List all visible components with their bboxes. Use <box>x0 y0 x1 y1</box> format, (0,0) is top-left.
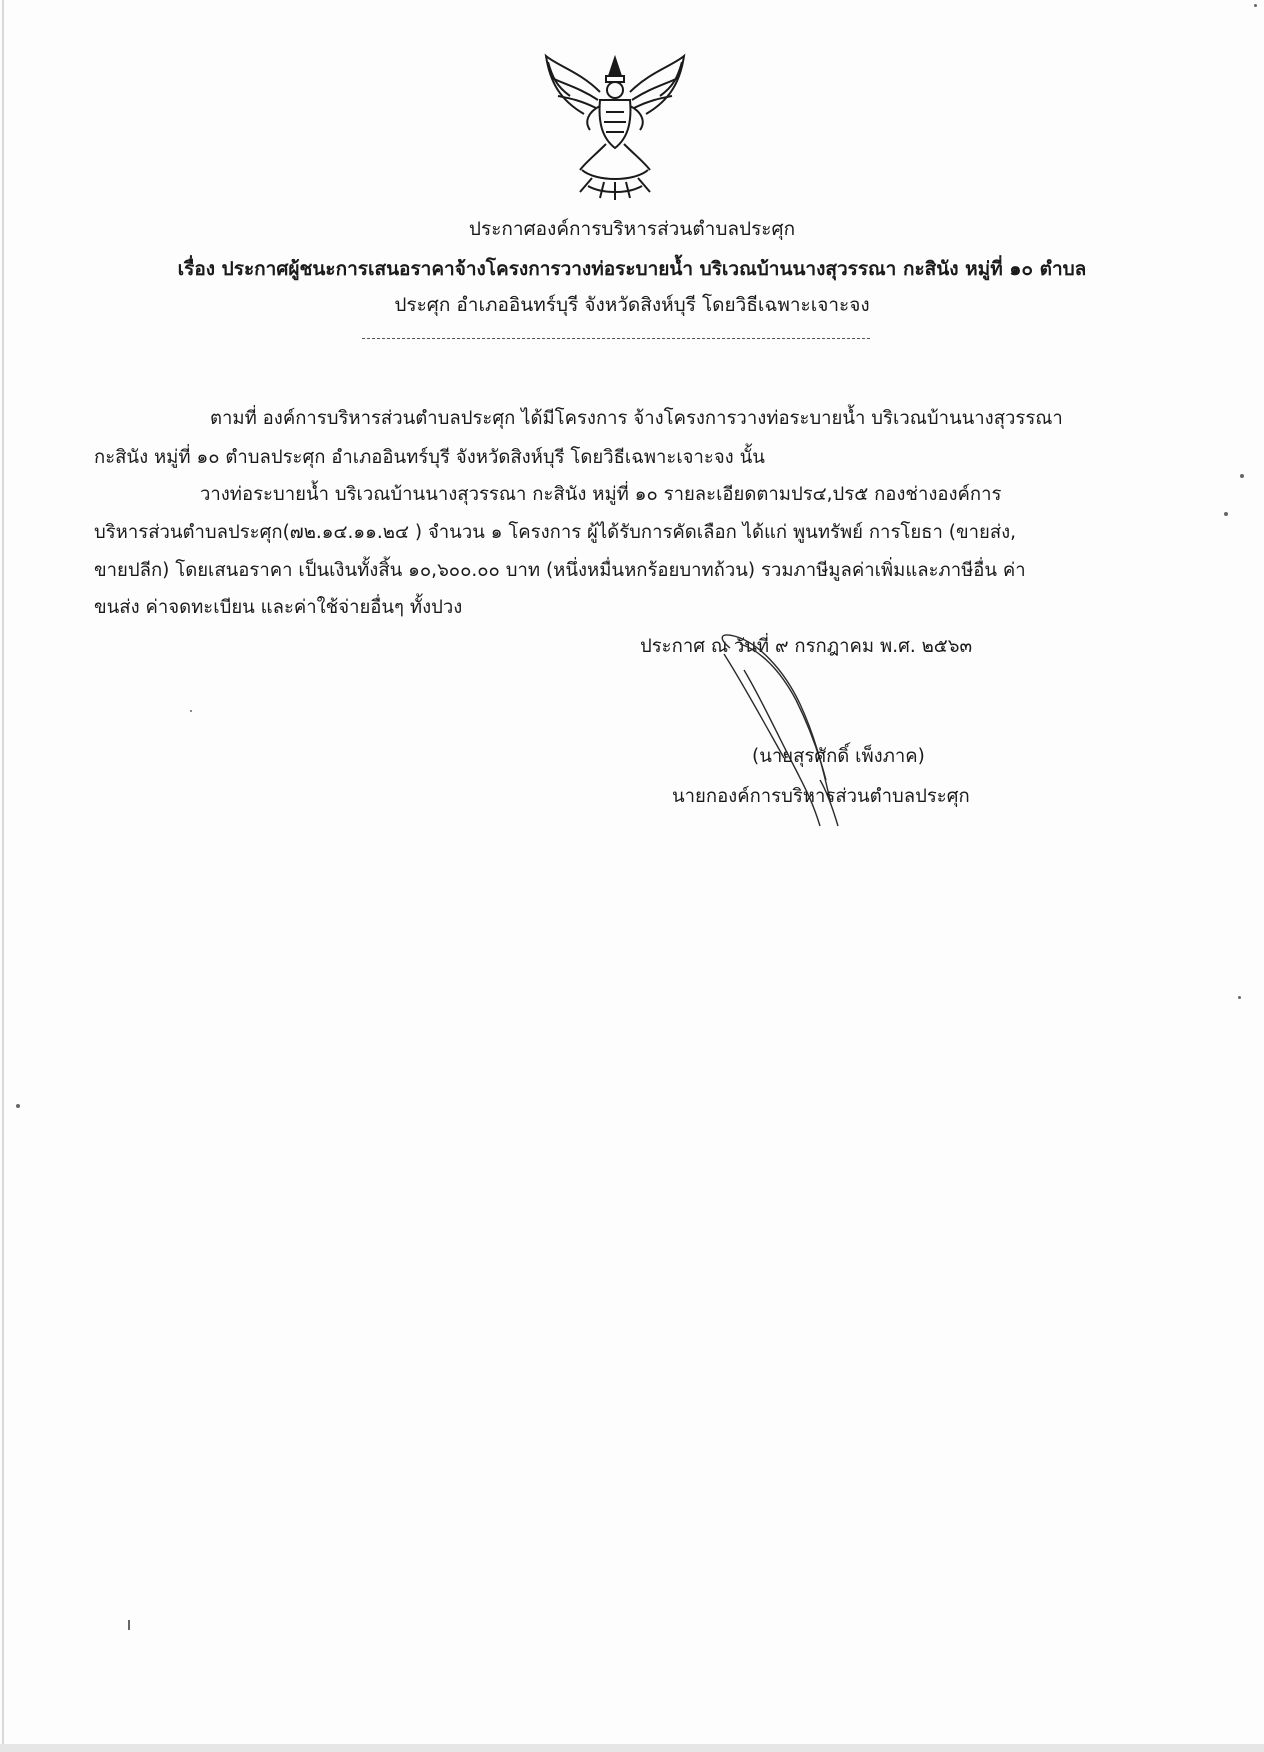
signatory-name: (นายสุรศักดิ์ เพ็งภาค) <box>752 746 925 767</box>
organization-heading: ประกาศองค์การบริหารส่วนตำบลประศุก <box>468 218 796 240</box>
scan-speck <box>1254 4 1257 7</box>
body-paragraph-line-2: กะสินัง หมู่ที่ ๑๐ ตำบลประศุก อำเภออินทร์บุรี จังหวัดสิงห์บุรี โดยวิธีเฉพาะเจาะจง นั้น <box>94 447 765 468</box>
body-paragraph-line-4: บริหารส่วนตำบลประศุก(๗๒.๑๔.๑๑.๒๔ ) จำนวน ๑ โครงการ ผู้ได้รับการคัดเลือก ได้แก่ พูนทรัพย์ การโยธา (ขายส่ง, <box>94 522 1017 543</box>
subject-line-2: ประศุก อำเภออินทร์บุรี จังหวัดสิงห์บุรี โดยวิธีเฉพาะเจาะจง <box>394 294 870 316</box>
body-paragraph-line-3: วางท่อระบายน้ำ บริเวณบ้านนางสุวรรณา กะสินัง หมู่ที่ ๑๐ รายละเอียดตามปร๔,ปร๕ กองช่างองค์การ <box>200 484 1002 505</box>
garuda-emblem-icon <box>540 52 690 202</box>
scan-speck <box>16 1104 20 1108</box>
body-paragraph-line-6: ขนส่ง ค่าจดทะเบียน และค่าใช้จ่ายอื่นๆ ทั้งปวง <box>94 597 463 618</box>
header-divider <box>362 338 870 339</box>
body-paragraph-line-5: ขายปลีก) โดยเสนอราคา เป็นเงินทั้งสิ้น ๑๐,๖๐๐.๐๐ บาท (หนึ่งหมื่นหกร้อยบาทถ้วน) รวมภาษีมูลค่าเพิ่มและภาษีอื่น ค่า <box>94 560 1026 581</box>
body-paragraph-line-1: ตามที่ องค์การบริหารส่วนตำบลประศุก ได้มีโครงการ จ้างโครงการวางท่อระบายน้ำ บริเวณบ้านนางสุวรรณา <box>210 408 1063 429</box>
scan-speck <box>1240 474 1244 478</box>
announcement-date: ประกาศ ณ วันที่ ๙ กรกฎาคม พ.ศ. ๒๕๖๓ <box>640 636 973 657</box>
scan-speck <box>128 1620 130 1630</box>
subject-line-1: เรื่อง ประกาศผู้ชนะการเสนอราคาจ้างโครงการวางท่อระบายน้ำ บริเวณบ้านนางสุวรรณา กะสินัง หมู่ที่ ๑๐ ตำบล <box>177 258 1087 280</box>
scan-speck <box>1238 996 1241 999</box>
scan-speck <box>1224 512 1228 516</box>
signatory-title: นายกองค์การบริหารส่วนตำบลประศุก <box>672 786 970 807</box>
scan-speck <box>190 710 192 712</box>
scan-edge-bottom <box>0 1744 1264 1752</box>
